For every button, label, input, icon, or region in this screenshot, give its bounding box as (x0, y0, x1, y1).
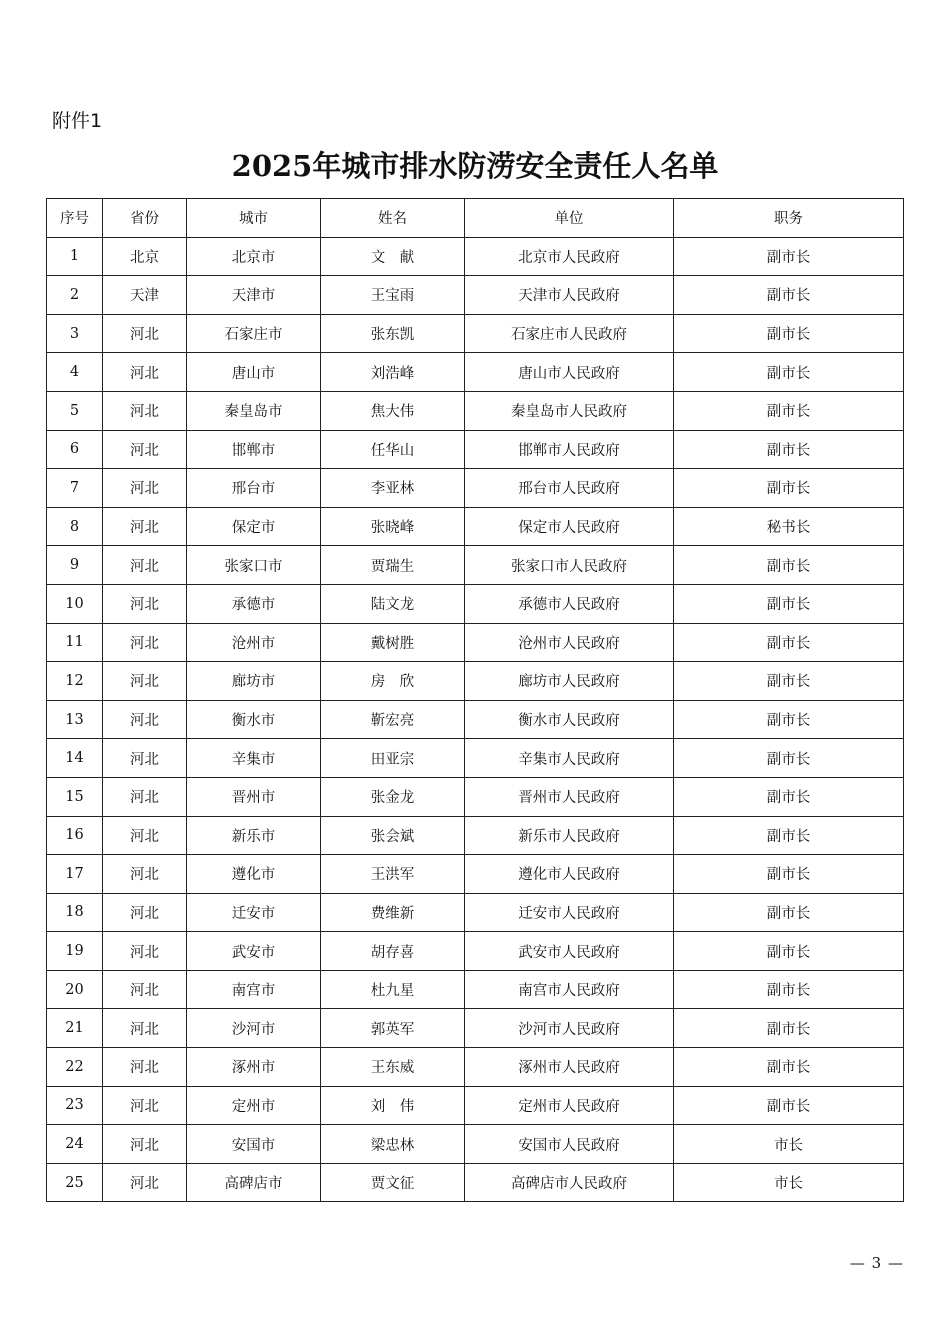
cell-name: 焦大伟 (321, 391, 465, 430)
cell-city: 涿州市 (187, 1048, 321, 1087)
cell-position: 副市长 (674, 700, 904, 739)
cell-city: 沧州市 (187, 623, 321, 662)
cell-unit: 武安市人民政府 (465, 932, 674, 971)
table-row (47, 623, 904, 662)
table-row (47, 430, 904, 469)
cell-name: 戴树胜 (321, 623, 465, 662)
cell-city: 迁安市 (187, 893, 321, 932)
cell-index: 8 (47, 507, 103, 546)
cell-position: 副市长 (674, 353, 904, 392)
cell-index: 4 (47, 353, 103, 392)
cell-name: 胡存喜 (321, 932, 465, 971)
cell-index: 15 (47, 777, 103, 816)
cell-index: 25 (47, 1163, 103, 1202)
cell-position: 副市长 (674, 1086, 904, 1125)
cell-name: 靳宏亮 (321, 700, 465, 739)
cell-city: 秦皇岛市 (187, 391, 321, 430)
cell-name: 张东凯 (321, 314, 465, 353)
cell-position: 副市长 (674, 584, 904, 623)
cell-province: 河北 (103, 662, 187, 701)
cell-unit: 高碑店市人民政府 (465, 1163, 674, 1202)
table-header-row (47, 199, 904, 238)
table-row (47, 855, 904, 894)
table-row (47, 469, 904, 508)
cell-province: 河北 (103, 546, 187, 585)
cell-index: 23 (47, 1086, 103, 1125)
cell-province: 河北 (103, 739, 187, 778)
cell-index: 20 (47, 970, 103, 1009)
cell-province: 河北 (103, 777, 187, 816)
column-header-city: 城市 (187, 199, 321, 238)
page-number: — 3 — (849, 1254, 904, 1272)
cell-city: 衡水市 (187, 700, 321, 739)
table-row (47, 1163, 904, 1202)
cell-unit: 张家口市人民政府 (465, 546, 674, 585)
cell-index: 18 (47, 893, 103, 932)
responsible-persons-table (46, 198, 904, 1202)
cell-city: 北京市 (187, 237, 321, 276)
table-row (47, 662, 904, 701)
cell-position: 副市长 (674, 932, 904, 971)
cell-name: 王宝雨 (321, 276, 465, 315)
cell-city: 晋州市 (187, 777, 321, 816)
cell-province: 北京 (103, 237, 187, 276)
cell-index: 6 (47, 430, 103, 469)
cell-index: 2 (47, 276, 103, 315)
table-body (47, 237, 904, 1202)
cell-province: 河北 (103, 1086, 187, 1125)
cell-city: 新乐市 (187, 816, 321, 855)
table-row (47, 1009, 904, 1048)
cell-position: 市长 (674, 1125, 904, 1164)
table-row (47, 700, 904, 739)
attachment-label: 附件1 (52, 110, 103, 132)
cell-unit: 沙河市人民政府 (465, 1009, 674, 1048)
cell-city: 遵化市 (187, 855, 321, 894)
cell-position: 副市长 (674, 855, 904, 894)
cell-unit: 沧州市人民政府 (465, 623, 674, 662)
cell-province: 河北 (103, 507, 187, 546)
cell-position: 副市长 (674, 546, 904, 585)
cell-index: 7 (47, 469, 103, 508)
table-row (47, 237, 904, 276)
cell-province: 河北 (103, 893, 187, 932)
cell-province: 河北 (103, 855, 187, 894)
cell-unit: 北京市人民政府 (465, 237, 674, 276)
cell-unit: 迁安市人民政府 (465, 893, 674, 932)
cell-name: 田亚宗 (321, 739, 465, 778)
cell-index: 14 (47, 739, 103, 778)
cell-name: 李亚林 (321, 469, 465, 508)
cell-index: 13 (47, 700, 103, 739)
cell-province: 河北 (103, 1048, 187, 1087)
cell-name: 房 欣 (321, 662, 465, 701)
table-row (47, 816, 904, 855)
cell-position: 副市长 (674, 739, 904, 778)
cell-index: 1 (47, 237, 103, 276)
cell-name: 任华山 (321, 430, 465, 469)
cell-name: 贾文征 (321, 1163, 465, 1202)
cell-name: 文 献 (321, 237, 465, 276)
cell-city: 唐山市 (187, 353, 321, 392)
cell-city: 廊坊市 (187, 662, 321, 701)
cell-province: 河北 (103, 430, 187, 469)
cell-city: 定州市 (187, 1086, 321, 1125)
cell-city: 保定市 (187, 507, 321, 546)
cell-position: 副市长 (674, 893, 904, 932)
cell-position: 副市长 (674, 430, 904, 469)
table-row (47, 739, 904, 778)
cell-unit: 辛集市人民政府 (465, 739, 674, 778)
cell-name: 王洪军 (321, 855, 465, 894)
table-row (47, 893, 904, 932)
cell-province: 河北 (103, 816, 187, 855)
cell-province: 河北 (103, 391, 187, 430)
table-row (47, 1086, 904, 1125)
cell-index: 9 (47, 546, 103, 585)
cell-name: 费维新 (321, 893, 465, 932)
cell-city: 高碑店市 (187, 1163, 321, 1202)
cell-name: 郭英军 (321, 1009, 465, 1048)
cell-position: 副市长 (674, 1009, 904, 1048)
cell-city: 天津市 (187, 276, 321, 315)
cell-unit: 南宫市人民政府 (465, 970, 674, 1009)
cell-position: 副市长 (674, 970, 904, 1009)
cell-province: 河北 (103, 970, 187, 1009)
table-row (47, 584, 904, 623)
cell-index: 5 (47, 391, 103, 430)
cell-name: 王东威 (321, 1048, 465, 1087)
cell-position: 副市长 (674, 623, 904, 662)
cell-city: 邢台市 (187, 469, 321, 508)
cell-city: 石家庄市 (187, 314, 321, 353)
cell-unit: 遵化市人民政府 (465, 855, 674, 894)
cell-position: 秘书长 (674, 507, 904, 546)
cell-unit: 衡水市人民政府 (465, 700, 674, 739)
cell-name: 梁忠林 (321, 1125, 465, 1164)
table-row (47, 353, 904, 392)
column-header-unit: 单位 (465, 199, 674, 238)
cell-city: 邯郸市 (187, 430, 321, 469)
cell-index: 10 (47, 584, 103, 623)
cell-name: 贾瑞生 (321, 546, 465, 585)
cell-index: 3 (47, 314, 103, 353)
cell-unit: 保定市人民政府 (465, 507, 674, 546)
cell-city: 张家口市 (187, 546, 321, 585)
column-header-position: 职务 (674, 199, 904, 238)
cell-province: 天津 (103, 276, 187, 315)
cell-unit: 天津市人民政府 (465, 276, 674, 315)
table-row (47, 1125, 904, 1164)
cell-unit: 石家庄市人民政府 (465, 314, 674, 353)
column-header-name: 姓名 (321, 199, 465, 238)
cell-position: 副市长 (674, 662, 904, 701)
table-row (47, 314, 904, 353)
table-row (47, 391, 904, 430)
cell-position: 副市长 (674, 276, 904, 315)
table-row (47, 1048, 904, 1087)
cell-index: 21 (47, 1009, 103, 1048)
cell-province: 河北 (103, 469, 187, 508)
table-row (47, 546, 904, 585)
cell-province: 河北 (103, 314, 187, 353)
cell-unit: 安国市人民政府 (465, 1125, 674, 1164)
cell-city: 安国市 (187, 1125, 321, 1164)
cell-position: 副市长 (674, 1048, 904, 1087)
cell-name: 刘 伟 (321, 1086, 465, 1125)
cell-position: 副市长 (674, 469, 904, 508)
cell-city: 南宫市 (187, 970, 321, 1009)
cell-position: 副市长 (674, 777, 904, 816)
cell-city: 武安市 (187, 932, 321, 971)
cell-index: 16 (47, 816, 103, 855)
cell-unit: 廊坊市人民政府 (465, 662, 674, 701)
cell-province: 河北 (103, 353, 187, 392)
cell-unit: 邯郸市人民政府 (465, 430, 674, 469)
cell-name: 刘浩峰 (321, 353, 465, 392)
cell-index: 17 (47, 855, 103, 894)
document-title: 2025年城市排水防涝安全责任人名单 (231, 149, 719, 183)
cell-index: 11 (47, 623, 103, 662)
table-row (47, 777, 904, 816)
cell-position: 副市长 (674, 816, 904, 855)
cell-name: 张会斌 (321, 816, 465, 855)
column-header-index: 序号 (47, 199, 103, 238)
column-header-province: 省份 (103, 199, 187, 238)
cell-province: 河北 (103, 1163, 187, 1202)
cell-position: 副市长 (674, 314, 904, 353)
cell-index: 12 (47, 662, 103, 701)
table-row (47, 507, 904, 546)
cell-index: 19 (47, 932, 103, 971)
cell-unit: 承德市人民政府 (465, 584, 674, 623)
cell-unit: 新乐市人民政府 (465, 816, 674, 855)
cell-name: 张晓峰 (321, 507, 465, 546)
cell-position: 市长 (674, 1163, 904, 1202)
cell-city: 辛集市 (187, 739, 321, 778)
cell-province: 河北 (103, 1125, 187, 1164)
table-row (47, 970, 904, 1009)
cell-unit: 定州市人民政府 (465, 1086, 674, 1125)
cell-position: 副市长 (674, 237, 904, 276)
cell-city: 承德市 (187, 584, 321, 623)
cell-province: 河北 (103, 584, 187, 623)
cell-unit: 秦皇岛市人民政府 (465, 391, 674, 430)
cell-unit: 晋州市人民政府 (465, 777, 674, 816)
cell-province: 河北 (103, 700, 187, 739)
cell-index: 24 (47, 1125, 103, 1164)
table-row (47, 276, 904, 315)
cell-name: 陆文龙 (321, 584, 465, 623)
table-row (47, 932, 904, 971)
cell-city: 沙河市 (187, 1009, 321, 1048)
cell-province: 河北 (103, 1009, 187, 1048)
cell-province: 河北 (103, 623, 187, 662)
cell-province: 河北 (103, 932, 187, 971)
cell-unit: 邢台市人民政府 (465, 469, 674, 508)
cell-name: 杜九星 (321, 970, 465, 1009)
cell-name: 张金龙 (321, 777, 465, 816)
cell-position: 副市长 (674, 391, 904, 430)
cell-unit: 涿州市人民政府 (465, 1048, 674, 1087)
cell-index: 22 (47, 1048, 103, 1087)
cell-unit: 唐山市人民政府 (465, 353, 674, 392)
